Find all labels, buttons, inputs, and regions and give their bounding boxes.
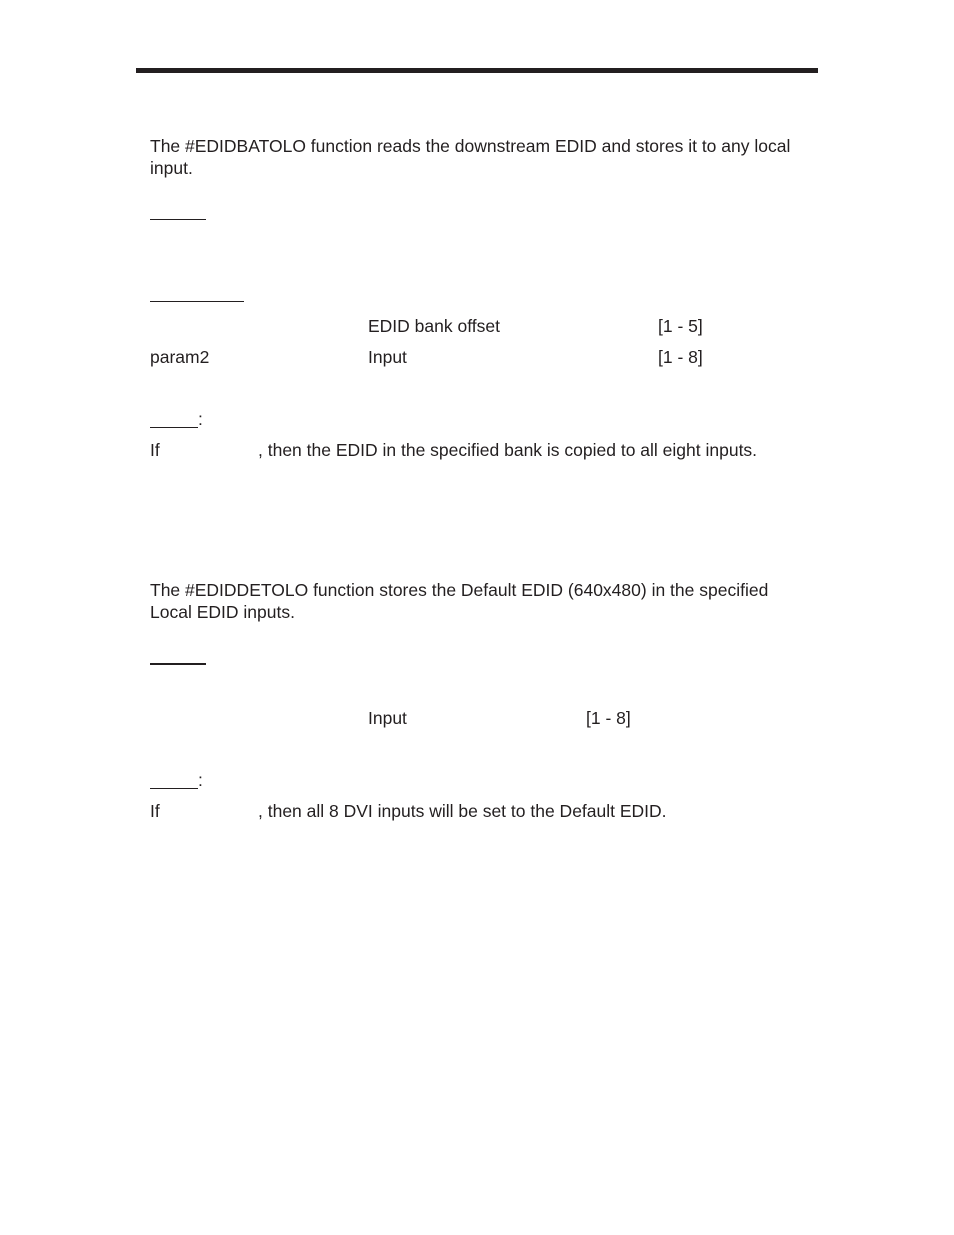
param1-description: EDID bank offset [368,316,500,336]
note-prefix: If [150,440,160,460]
parameters-heading-underline [150,301,244,302]
notes-heading-colon-2: : [198,770,203,790]
syntax-heading-underline [150,219,206,220]
notes-heading-colon: : [198,409,203,429]
syntax-heading-underline-2 [150,663,206,665]
edidbatolo-description: The #EDIDBATOLO function reads the downstream EDID and stores it to any local input. [150,136,791,178]
notes-heading-underline [150,427,198,428]
ediddetolo-description: The #EDIDDETOLO function stores the Default EDID (640x480) in the specified Local EDID inputs. [150,580,769,622]
header-rule [136,68,818,73]
param-input-description: Input [368,708,407,728]
param2-description: Input [368,347,407,367]
param1-range: [1 - 5] [658,316,703,336]
note-text-2: , then all 8 DVI inputs will be set to the Default EDID. [258,801,667,821]
note-text: , then the EDID in the specified bank is copied to all eight inputs. [258,440,758,460]
notes-heading-underline-2 [150,788,198,789]
param2-name: param2 [150,347,210,367]
note-prefix-2: If [150,801,160,821]
param-input-range: [1 - 8] [586,708,631,728]
param2-range: [1 - 8] [658,347,703,367]
